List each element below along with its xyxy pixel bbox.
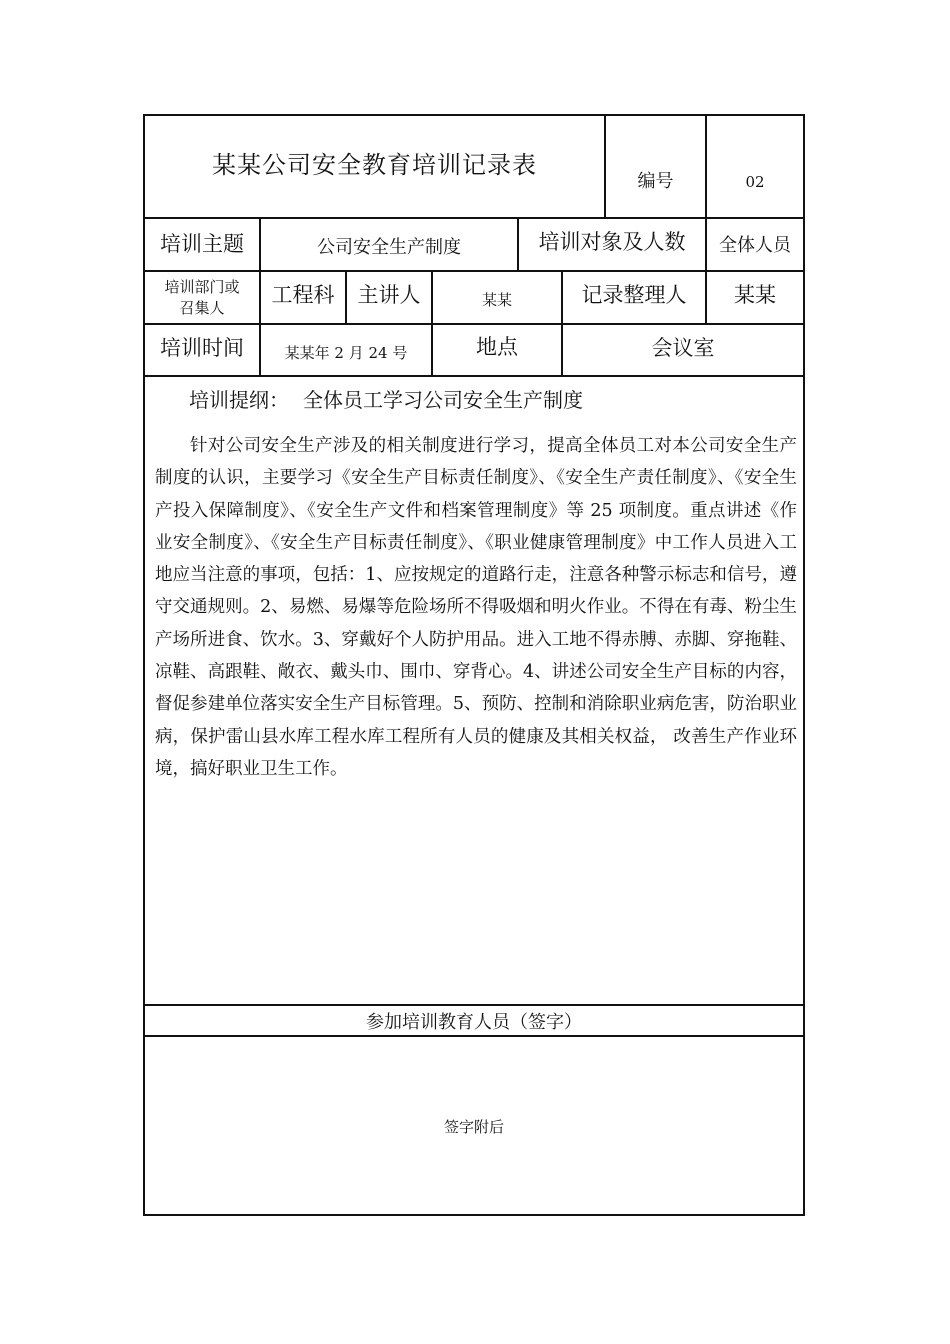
number-label: 编号: [637, 171, 674, 192]
signature-note: 签字附后: [443, 1117, 504, 1136]
recorder-value: 某某: [734, 283, 776, 307]
speaker-value: 某某: [481, 290, 512, 309]
training-record-form: [143, 114, 805, 1216]
time-label: 培训时间: [160, 336, 244, 360]
topic-value: 公司安全生产制度: [317, 237, 461, 258]
recorder-label: 记录整理人: [581, 283, 687, 307]
audience-label: 培训对象及人数: [538, 230, 686, 254]
department-label-line1: 培训部门或: [164, 277, 240, 296]
row-divider: [145, 1035, 803, 1037]
outline-label: 培训提纲：: [189, 388, 289, 412]
form-title: 某某公司安全教育培训记录表: [212, 150, 537, 179]
attendees-label: 参加培训教育人员（签字）: [366, 1011, 582, 1033]
time-value: 某某年 2 月 24 号: [284, 343, 408, 362]
location-label: 地点: [476, 335, 518, 359]
outline-value: 全体员工学习公司安全生产制度: [303, 388, 583, 412]
department-label-line2: 召集人: [179, 298, 225, 317]
row-divider: [145, 323, 803, 325]
department-value: 工程科: [271, 283, 335, 307]
training-content: 针对公司安全生产涉及的相关制度进行学习，提高全体员工对本公司安全生产制度的认识，主要学习《安全生产目标责任制度》、《安全生产责任制度》、《安全生产投入保障制度》、《安全生产文件和档案管理制度》等 25 项制度。重点讲述《作业安全制度》、《安全生产目标责任制度》、《职业健康管理制度》中工作人员进入工地应当注意的事项，包括：1、应按规定的道路行走，注意各种警示标志和信号，遵守交通规则。2、易燃、易爆等危险场所不得吸烟和明火作业。不得在有毒、粉尘生产场所进食、饮水。3、穿戴好个人防护用品。进入工地不得赤膊、赤脚、穿拖鞋、凉鞋、高跟鞋、敞衣、戴头巾、围巾、穿背心。4、讲述公司安全生产目标的内容，督促参建单位落实安全生产目标管理。5、预防、控制和消除职业病危害，防治职业病，保护雷山县水库工程水库工程所有人员的健康及其相关权益， 改善生产作业环境，搞好职业卫生工作。: [155, 436, 797, 779]
row-divider: [145, 375, 803, 377]
outline-line: [189, 384, 583, 413]
location-value: 会议室: [651, 336, 715, 360]
number-value: 02: [745, 173, 765, 191]
speaker-label: 主讲人: [357, 283, 421, 307]
audience-value: 全体人员: [719, 235, 791, 256]
department-label: [145, 272, 259, 323]
topic-label: 培训主题: [160, 232, 244, 256]
